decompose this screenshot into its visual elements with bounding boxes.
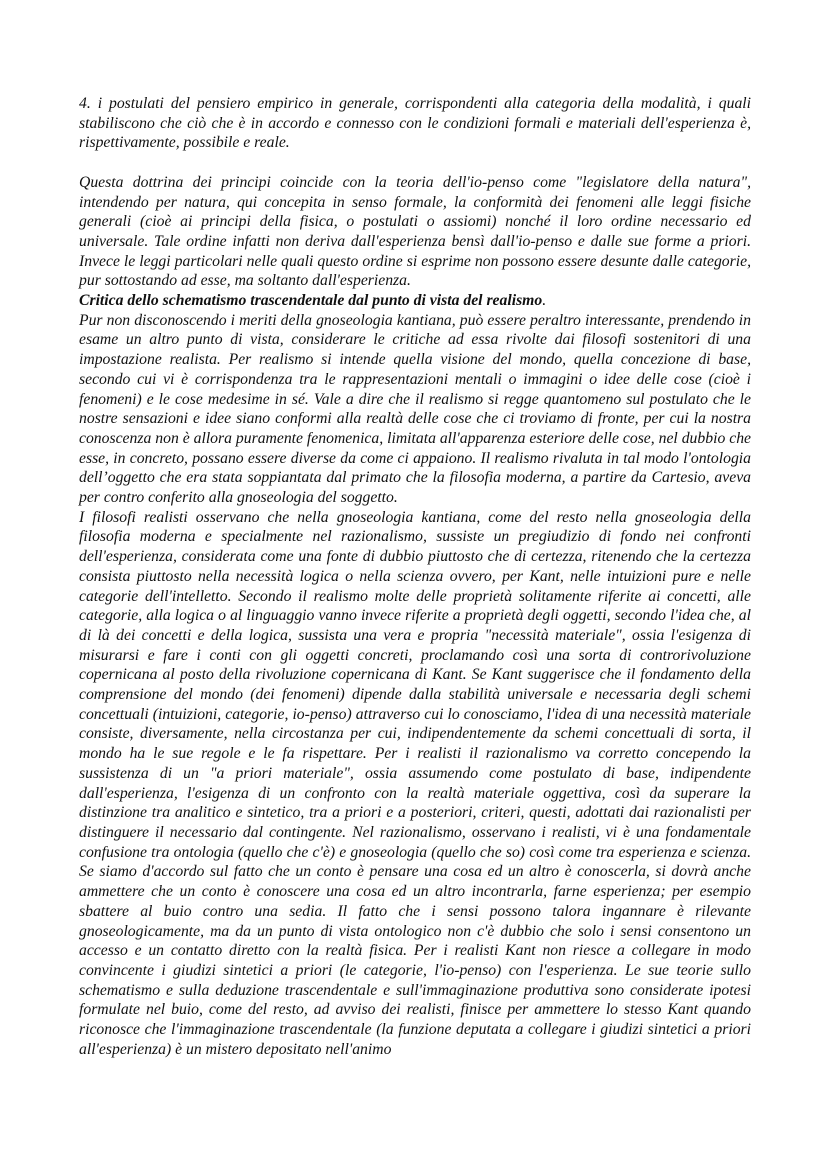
paragraph-realismo-intro: Pur non disconoscendo i meriti della gnoseologia kantiana, può essere peraltro interessante, prendendo in esame un altro punto di vista, considerare le critiche ad essa rivolte dai filosofi sostenitori di una impostazione realista. Per realismo si intende quella visione del mondo, quella concezione di base, secondo cui vi è corrispondenza tra le rappresentazioni mentali o immagini o idee delle cose (cioè i fenomeni) e le cose medesime in sé. Vale a dire che il realismo si regge quantomeno sul postulato che le nostre sensazioni e idee siano conformi alla realtà delle cose che ci troviamo di fronte, per cui la nostra conoscenza non è allora puramente fenomenica, limitata all'apparenza esteriore delle cose, nel dubbio che esse, in concreto, possano essere diverse da come ci appaiono. Il realismo rivaluta in tal modo l'ontologia dell’oggetto che era stata soppiantata dal primato che la filosofia moderna, a partire da Cartesio, aveva per contro conferito alla gnoseologia del soggetto. xyxy=(79,311,751,507)
section-heading-period: . xyxy=(542,292,547,310)
paragraph-filosofi-realisti: I filosofi realisti osservano che nella gnoseologia kantiana, come del resto nella gnoseologia della filosofia moderna e specialmente nel razionalismo, sussiste un pregiudizio di fondo nei confronti dell'esperienza, considerata come una fonte di dubbio piuttosto che di certezza, ritenendo che la certezza consista piuttosto nella necessità logica o nella scienza ovvero, per Kant, nelle intuizioni pure e nelle categorie dell'intelletto. Secondo il realismo molte delle proprietà solitamente riferite ai concetti, alle categorie, alla logica o al linguaggio vanno invece riferite a proprietà degli oggetti, secondo l'idea che, al di là dei concetti e della logica, sussista una vera e propria "necessità materiale", ossia l'esigenza di misurarsi e fare i conti con gli oggetti concreti, proclamando così una sorta di controrivoluzione copernicana al posto della rivoluzione copernicana di Kant. Se Kant suggerisce che il fondamento della comprensione del mondo (dei fenomeni) dipende dalla stabilità universale e necessaria degli schemi concettuali (intuizioni, categorie, io-penso) attraverso cui lo conosciamo, l'idea di una necessità materiale consiste, diversamente, nella circostanza per cui, indipendentemente da schemi concettuali di sorta, il mondo ha le sue regole e le fa rispettare. Per i realisti il razionalismo va corretto concependo la sussistenza di un "a priori materiale", ossia assumendo come postulato di base, indipendente dall'esperienza, l'esigenza di un confronto con la realtà materiale oggettiva, così da superare la distinzione tra analitico e sintetico, tra a priori e a posteriori, criteri, questi, adottati dai razionalisti per distinguere il necessario dal contingente. Nel razionalismo, osservano i realisti, vi è una fondamentale confusione tra ontologia (quello che c'è) e gnoseologia (quello che so) così come tra esperienza e scienza. Se siamo d'accordo sul fatto che un conto è pensare una cosa ed un altro è conoscerla, si dovrà anche ammettere che un conto è conoscere una cosa ed un altro incontrarla, farne esperienza; per esempio sbattere al buio contro una sedia. Il fatto che i sensi possono talora ingannare è rilevante gnoseologicamente, ma da un punto di vista ontologico non c'è dubbio che solo i sensi consentono un accesso e un contatto diretto con la realtà fisica. Per i realisti Kant non riesce a collegare in modo convincente i giudizi sintetici a priori (le categorie, l'io-penso) con l'esperienza. Le sue teorie sullo schematismo e sulla deduzione trascendentale e sull'immaginazione produttiva sono considerate ipotesi formulate nel buio, come del resto, ad avviso dei realisti, finisce per ammettere lo stesso Kant quando riconosce che l'immaginazione trascendentale (la funzione deputata a collegare i giudizi sintetici a priori all'esperienza) è un mistero depositato nell'animo xyxy=(79,508,751,1058)
section-heading xyxy=(79,291,751,311)
section-heading-text: Critica dello schematismo trascendentale dal punto di vista del realismo xyxy=(79,292,543,310)
paragraph-gap xyxy=(79,153,751,173)
paragraph-postulati: 4. i postulati del pensiero empirico in generale, corrispondenti alla categoria della modalità, i quali stabiliscono che ciò che è in accordo e connesso con le condizioni formali e materiali dell'esperienza è, rispettivamente, possibile e reale. xyxy=(79,95,751,152)
document-page xyxy=(79,94,751,1059)
paragraph-dottrina-principi: Questa dottrina dei principi coincide con la teoria dell'io-penso come "legislatore della natura", intendendo per natura, qui concepita in senso formale, la conformità dei fenomeni alle leggi fisiche generali (cioè ai principi della fisica, o postulati o assiomi) nonché il loro ordine necessario ed universale. Tale ordine infatti non deriva dall'esperienza bensì dall'io-penso e dalle sue forme a priori. Invece le leggi particolari nelle quali questo ordine si esprime non possono essere desunte dalle categorie, pur sottostando ad esse, ma soltanto dall'esperienza. xyxy=(79,173,751,290)
